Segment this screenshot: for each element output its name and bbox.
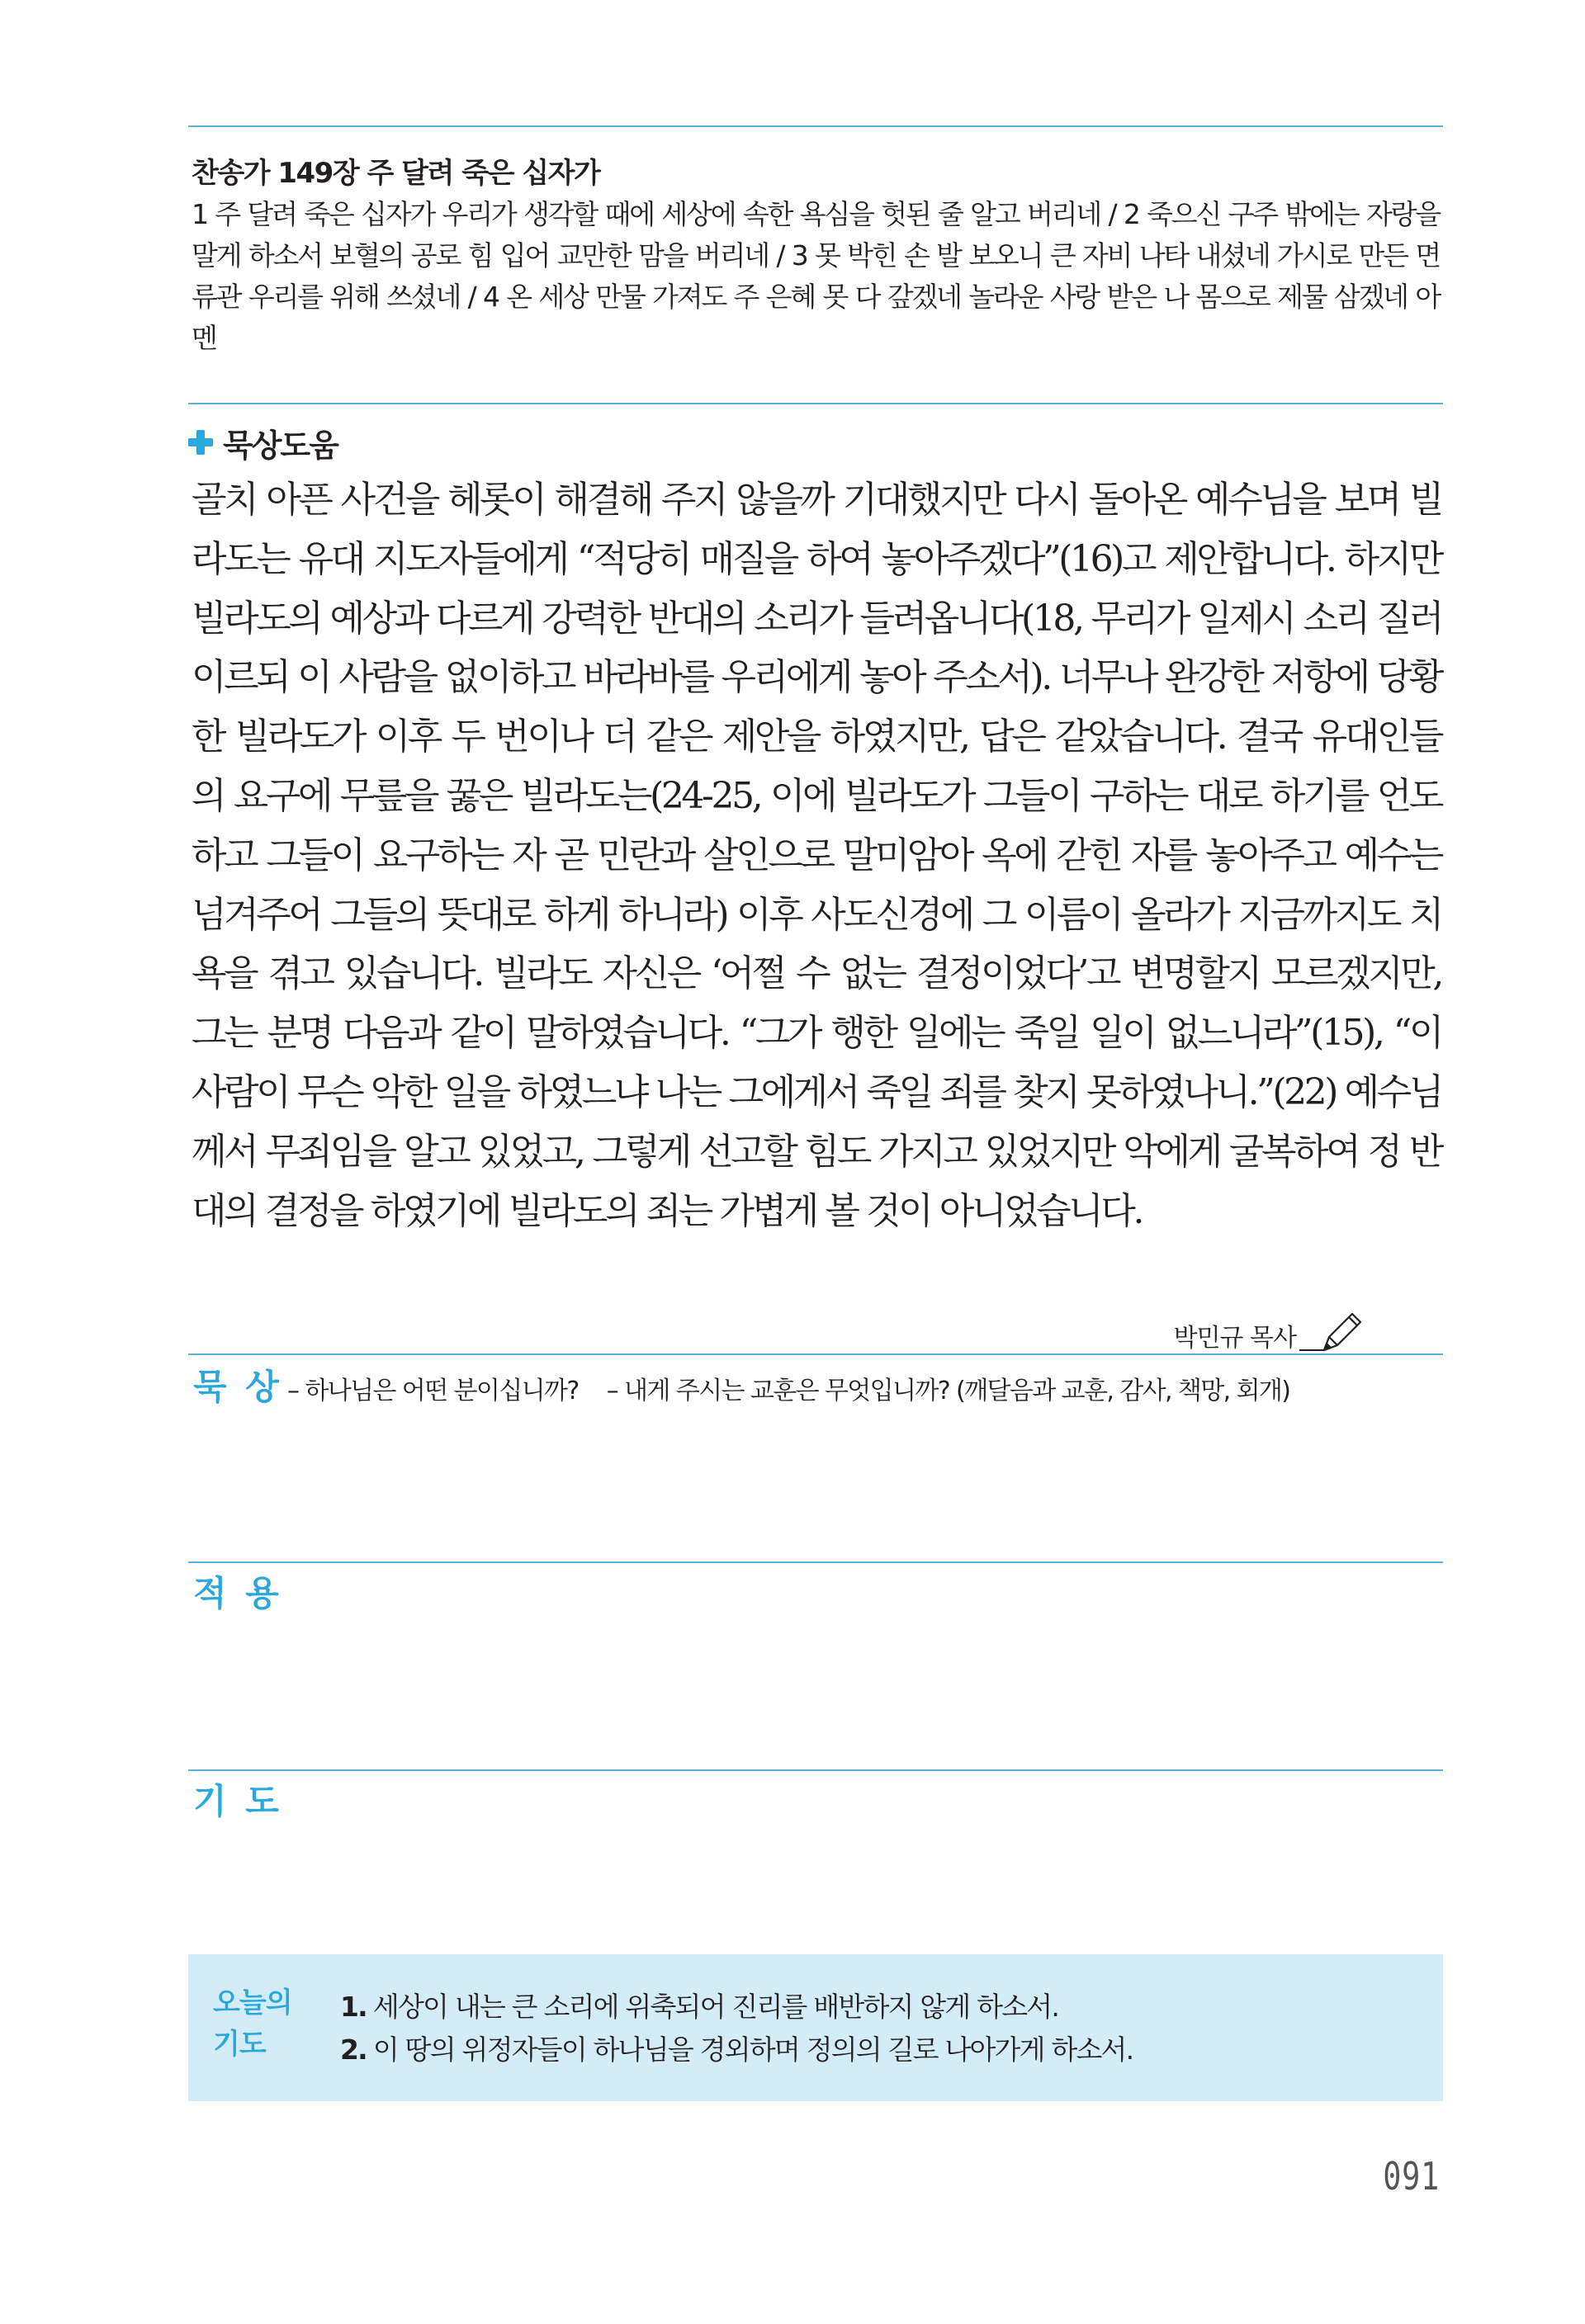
hymn-lyrics: 1 주 달려 죽은 십자가 우리가 생각할 때에 세상에 속한 욕심을 헛된 줄 알고 버리네 / 2 죽으신 구주 밖에는 자랑을 말게 하소서 보혈의 공로 힘 입어 교만한 맘을 버리네 / 3 못 박힌 손 발 보오니 큰 자비 나타 내셨네 가시로 만든 면류관 우리를 위해 쓰셨네 / 4 온 세상 만물 가져도 주 은혜 못 다 갚겠네 놀라운 사랑 받은 나 몸으로 제물 삼겠네 아멘 bbox=[192, 198, 1440, 354]
meditation-question-2: – 내게 주시는 교훈은 무엇입니까? (깨달음과 교훈, 감사, 책망, 회개) bbox=[606, 1377, 1290, 1405]
meditation-help-header bbox=[188, 419, 338, 465]
hymn-section bbox=[192, 153, 1440, 359]
meditation-questions bbox=[287, 1370, 1318, 1406]
todays-prayer-list bbox=[340, 1986, 1133, 2071]
todays-prayer-label bbox=[213, 1982, 312, 2065]
page-number: 091 bbox=[1383, 2154, 1440, 2199]
prayer-item-text: 세상이 내는 큰 소리에 위축되어 진리를 배반하지 않게 하소서. bbox=[372, 1991, 1059, 2023]
hymn-title: 찬송가 149장 주 달려 죽은 십자가 bbox=[192, 157, 600, 190]
meditation-help-body: 골치 아픈 사건을 헤롯이 해결해 주지 않을까 기대했지만 다시 돌아온 예수님을 보며 빌라도는 유대 지도자들에게 “적당히 매질을 하여 놓아주겠다”(16)고 제안합니다. 하지만 빌라도의 예상과 다르게 강력한 반대의 소리가 들려옵니다(18, 무리가 일제시 소리 질러 이르되 이 사람을 없이하고 바라바를 우리에게 놓아 주소서). 너무나 완강한 저항에 당황한 빌라도가 이후 두 번이나 더 같은 제안을 하였지만, 답은 같았습니다. 결국 유대인들의 요구에 무릎을 꿇은 빌라도는(24-25, 이에 빌라도가 그들이 구하는 대로 하기를 언도하고 그들이 요구하는 자 곧 민란과 살인으로 말미암아 옥에 갇힌 자를 놓아주고 예수는 넘겨주어 그들의 뜻대로 하게 하니라) 이후 사도신경에 그 이름이 올라가 지금까지도 치욕을 겪고 있습니다. 빌라도 자신은 ‘어쩔 수 없는 결정이었다’고 변명할지 모르겠지만, 그는 분명 다음과 같이 말하였습니다. “그가 행한 일에는 죽일 일이 없느니라”(15), “이 사람이 무슨 악한 일을 하였느냐 나는 그에게서 죽일 죄를 찾지 못하였나니.”(22) 예수님께서 무죄임을 알고 있었고, 그렇게 선고할 힘도 가지고 있었지만 악에게 굴복하여 정 반대의 결정을 하였기에 빌라도의 죄는 가볍게 볼 것이 아니었습니다. bbox=[192, 479, 1441, 1232]
meditation-question-1: – 하나님은 어떤 분이십니까? bbox=[287, 1377, 579, 1405]
prayer-rule bbox=[188, 1769, 1443, 1771]
todays-prayer-label-line2: 기도 bbox=[213, 2028, 266, 2061]
application-rule bbox=[188, 1561, 1443, 1563]
author-name: 박민규 목사 bbox=[1173, 1324, 1296, 1353]
prayer-label: 기 도 bbox=[193, 1781, 282, 1821]
meditation-help-title: 묵상도움 bbox=[223, 427, 338, 464]
application-label: 적 용 bbox=[193, 1573, 282, 1613]
meditation-rule bbox=[188, 1353, 1443, 1355]
author-signature bbox=[1174, 1302, 1362, 1353]
top-rule bbox=[188, 125, 1443, 127]
todays-prayer-label-line1: 오늘의 bbox=[213, 1986, 292, 2019]
prayer-item bbox=[340, 2029, 1133, 2071]
pencil-icon bbox=[1299, 1302, 1362, 1353]
meditation-label: 묵 상 bbox=[193, 1367, 282, 1407]
prayer-item-text: 이 땅의 위정자들이 하나님을 경외하며 정의의 길로 나아가게 하소서. bbox=[372, 2034, 1133, 2066]
hymn-bottom-rule bbox=[188, 403, 1443, 404]
todays-prayer-box bbox=[188, 1954, 1443, 2101]
prayer-item-number: 2. bbox=[340, 2034, 367, 2066]
plus-icon bbox=[188, 430, 213, 455]
prayer-item bbox=[340, 1986, 1133, 2029]
prayer-item-number: 1. bbox=[340, 1991, 367, 2023]
